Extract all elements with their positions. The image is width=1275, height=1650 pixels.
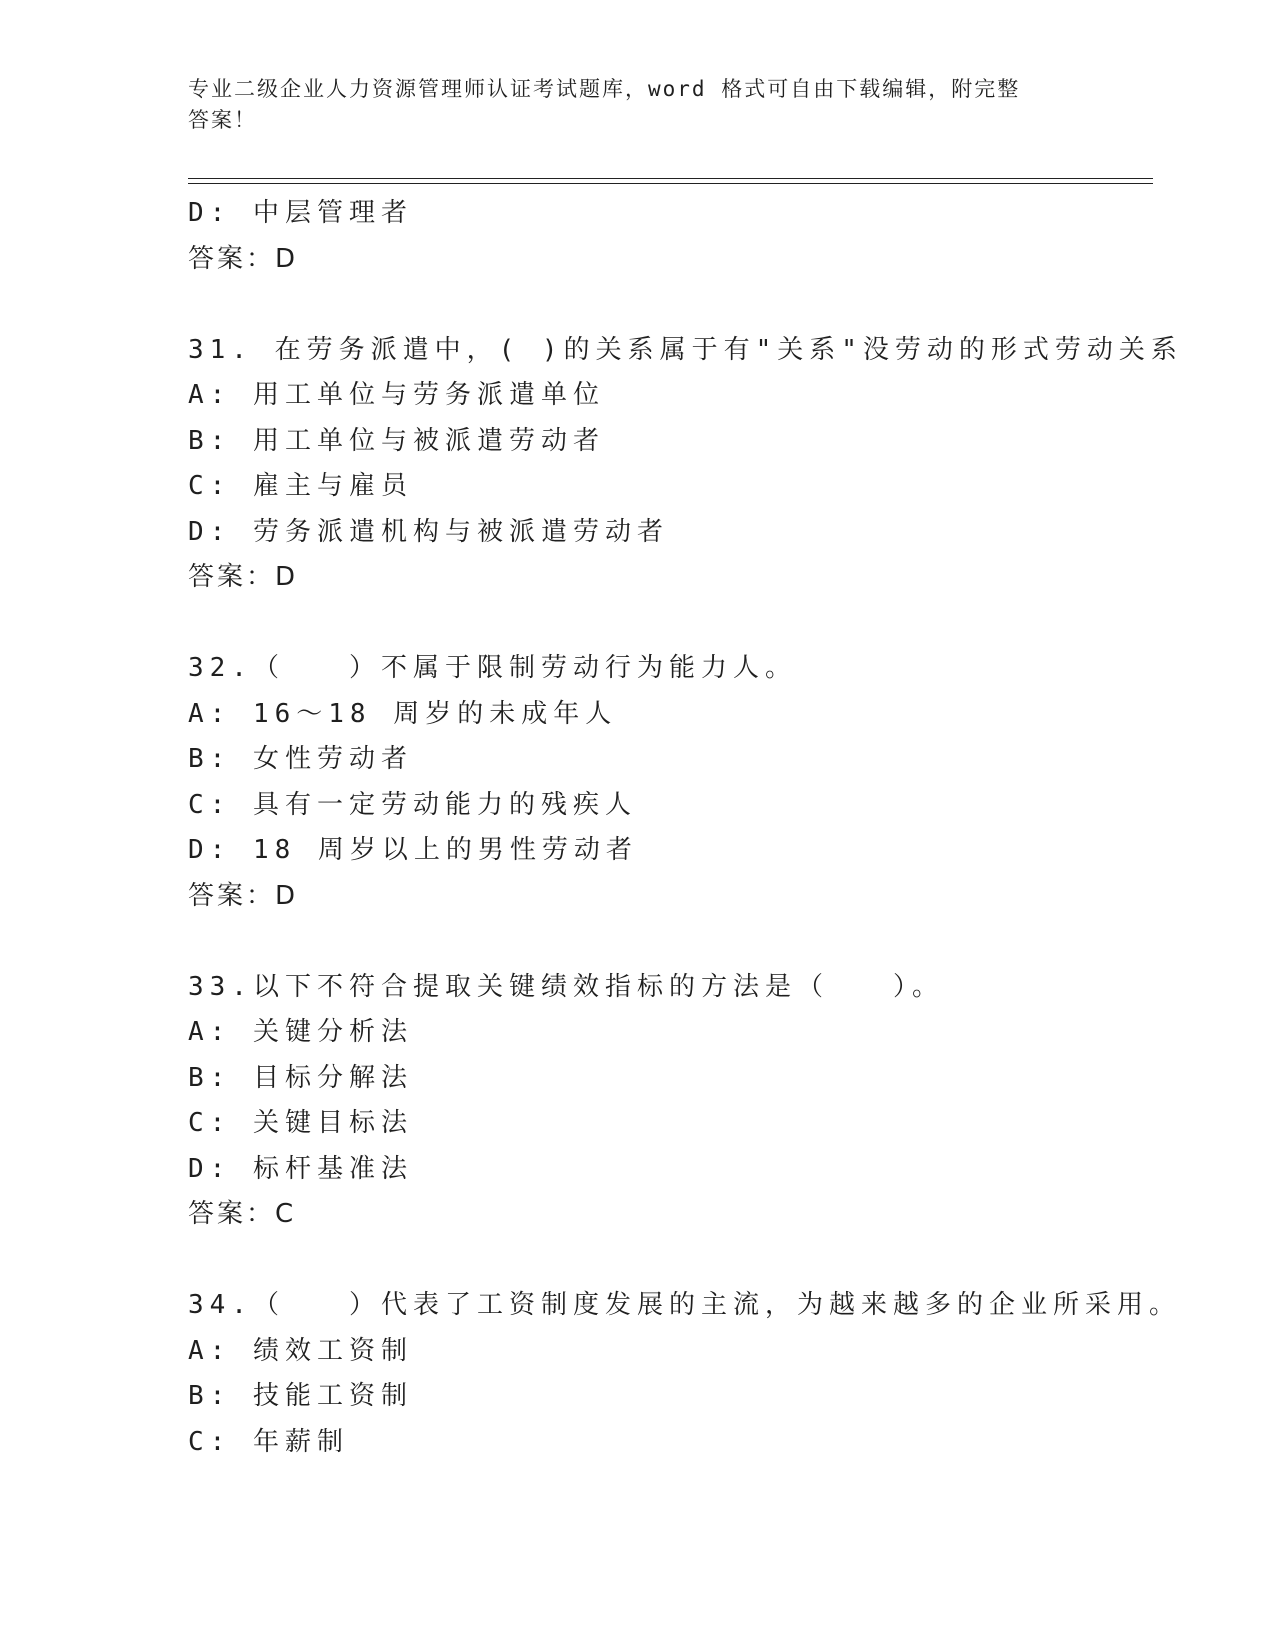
question-31 bbox=[188, 328, 1183, 601]
option-c: C: 年薪制 bbox=[188, 1426, 349, 1457]
question-33 bbox=[188, 965, 1153, 1238]
question-32 bbox=[188, 646, 1153, 919]
option-c: C: 雇主与雇员 bbox=[188, 471, 413, 501]
spacer bbox=[188, 1238, 1153, 1284]
answer: 答案：C bbox=[188, 1199, 297, 1229]
header-title-line-2: 答案！ bbox=[188, 108, 257, 132]
option-d: D: 18 周岁以上的男性劳动者 bbox=[188, 835, 638, 865]
question-stem: 31. 在劳务派遣中，( )的关系属于有"关系"没劳动的形式劳动关系 bbox=[188, 334, 1183, 365]
option-a: A: 16～18 周岁的未成年人 bbox=[188, 698, 618, 729]
option-a: A: 绩效工资制 bbox=[188, 1335, 413, 1366]
option-c: C: 关键目标法 bbox=[188, 1108, 413, 1138]
question-list bbox=[188, 191, 1183, 1465]
document-header bbox=[188, 74, 1068, 136]
question-stem: 33.以下不符合提取关键绩效指标的方法是（ ）。 bbox=[188, 971, 944, 1002]
option-c: C: 具有一定劳动能力的残疾人 bbox=[188, 789, 637, 820]
option-b: B: 用工单位与被派遣劳动者 bbox=[188, 425, 605, 456]
answer: 答案：D bbox=[188, 562, 299, 592]
question-stem: 32.（ ）不属于限制劳动行为能力人。 bbox=[188, 653, 797, 683]
question-stem: 34.（ ）代表了工资制度发展的主流，为越来越多的企业所采用。 bbox=[188, 1290, 1181, 1320]
option-d: D: 标杆基准法 bbox=[188, 1153, 413, 1184]
header-title-line-1: 专业二级企业人力资源管理师认证考试题库，word 格式可自由下载编辑，附完整 bbox=[188, 77, 1021, 101]
option-b: B: 目标分解法 bbox=[188, 1062, 413, 1093]
option-b: B: 技能工资制 bbox=[188, 1381, 413, 1411]
prev-answer: 答案：D bbox=[188, 243, 299, 274]
prev-option-d: D: 中层管理者 bbox=[188, 198, 413, 228]
spacer bbox=[188, 601, 1153, 647]
spacer bbox=[188, 919, 1153, 965]
answer: 答案：D bbox=[188, 880, 299, 911]
option-b: B: 女性劳动者 bbox=[188, 744, 413, 774]
header-divider-top bbox=[188, 178, 1153, 179]
header-divider-bottom bbox=[188, 183, 1153, 184]
spacer bbox=[188, 282, 1153, 328]
option-d: D: 劳务派遣机构与被派遣劳动者 bbox=[188, 516, 669, 547]
option-a: A: 关键分析法 bbox=[188, 1017, 413, 1047]
question-34 bbox=[188, 1283, 1181, 1465]
option-a: A: 用工单位与劳务派遣单位 bbox=[188, 380, 605, 410]
